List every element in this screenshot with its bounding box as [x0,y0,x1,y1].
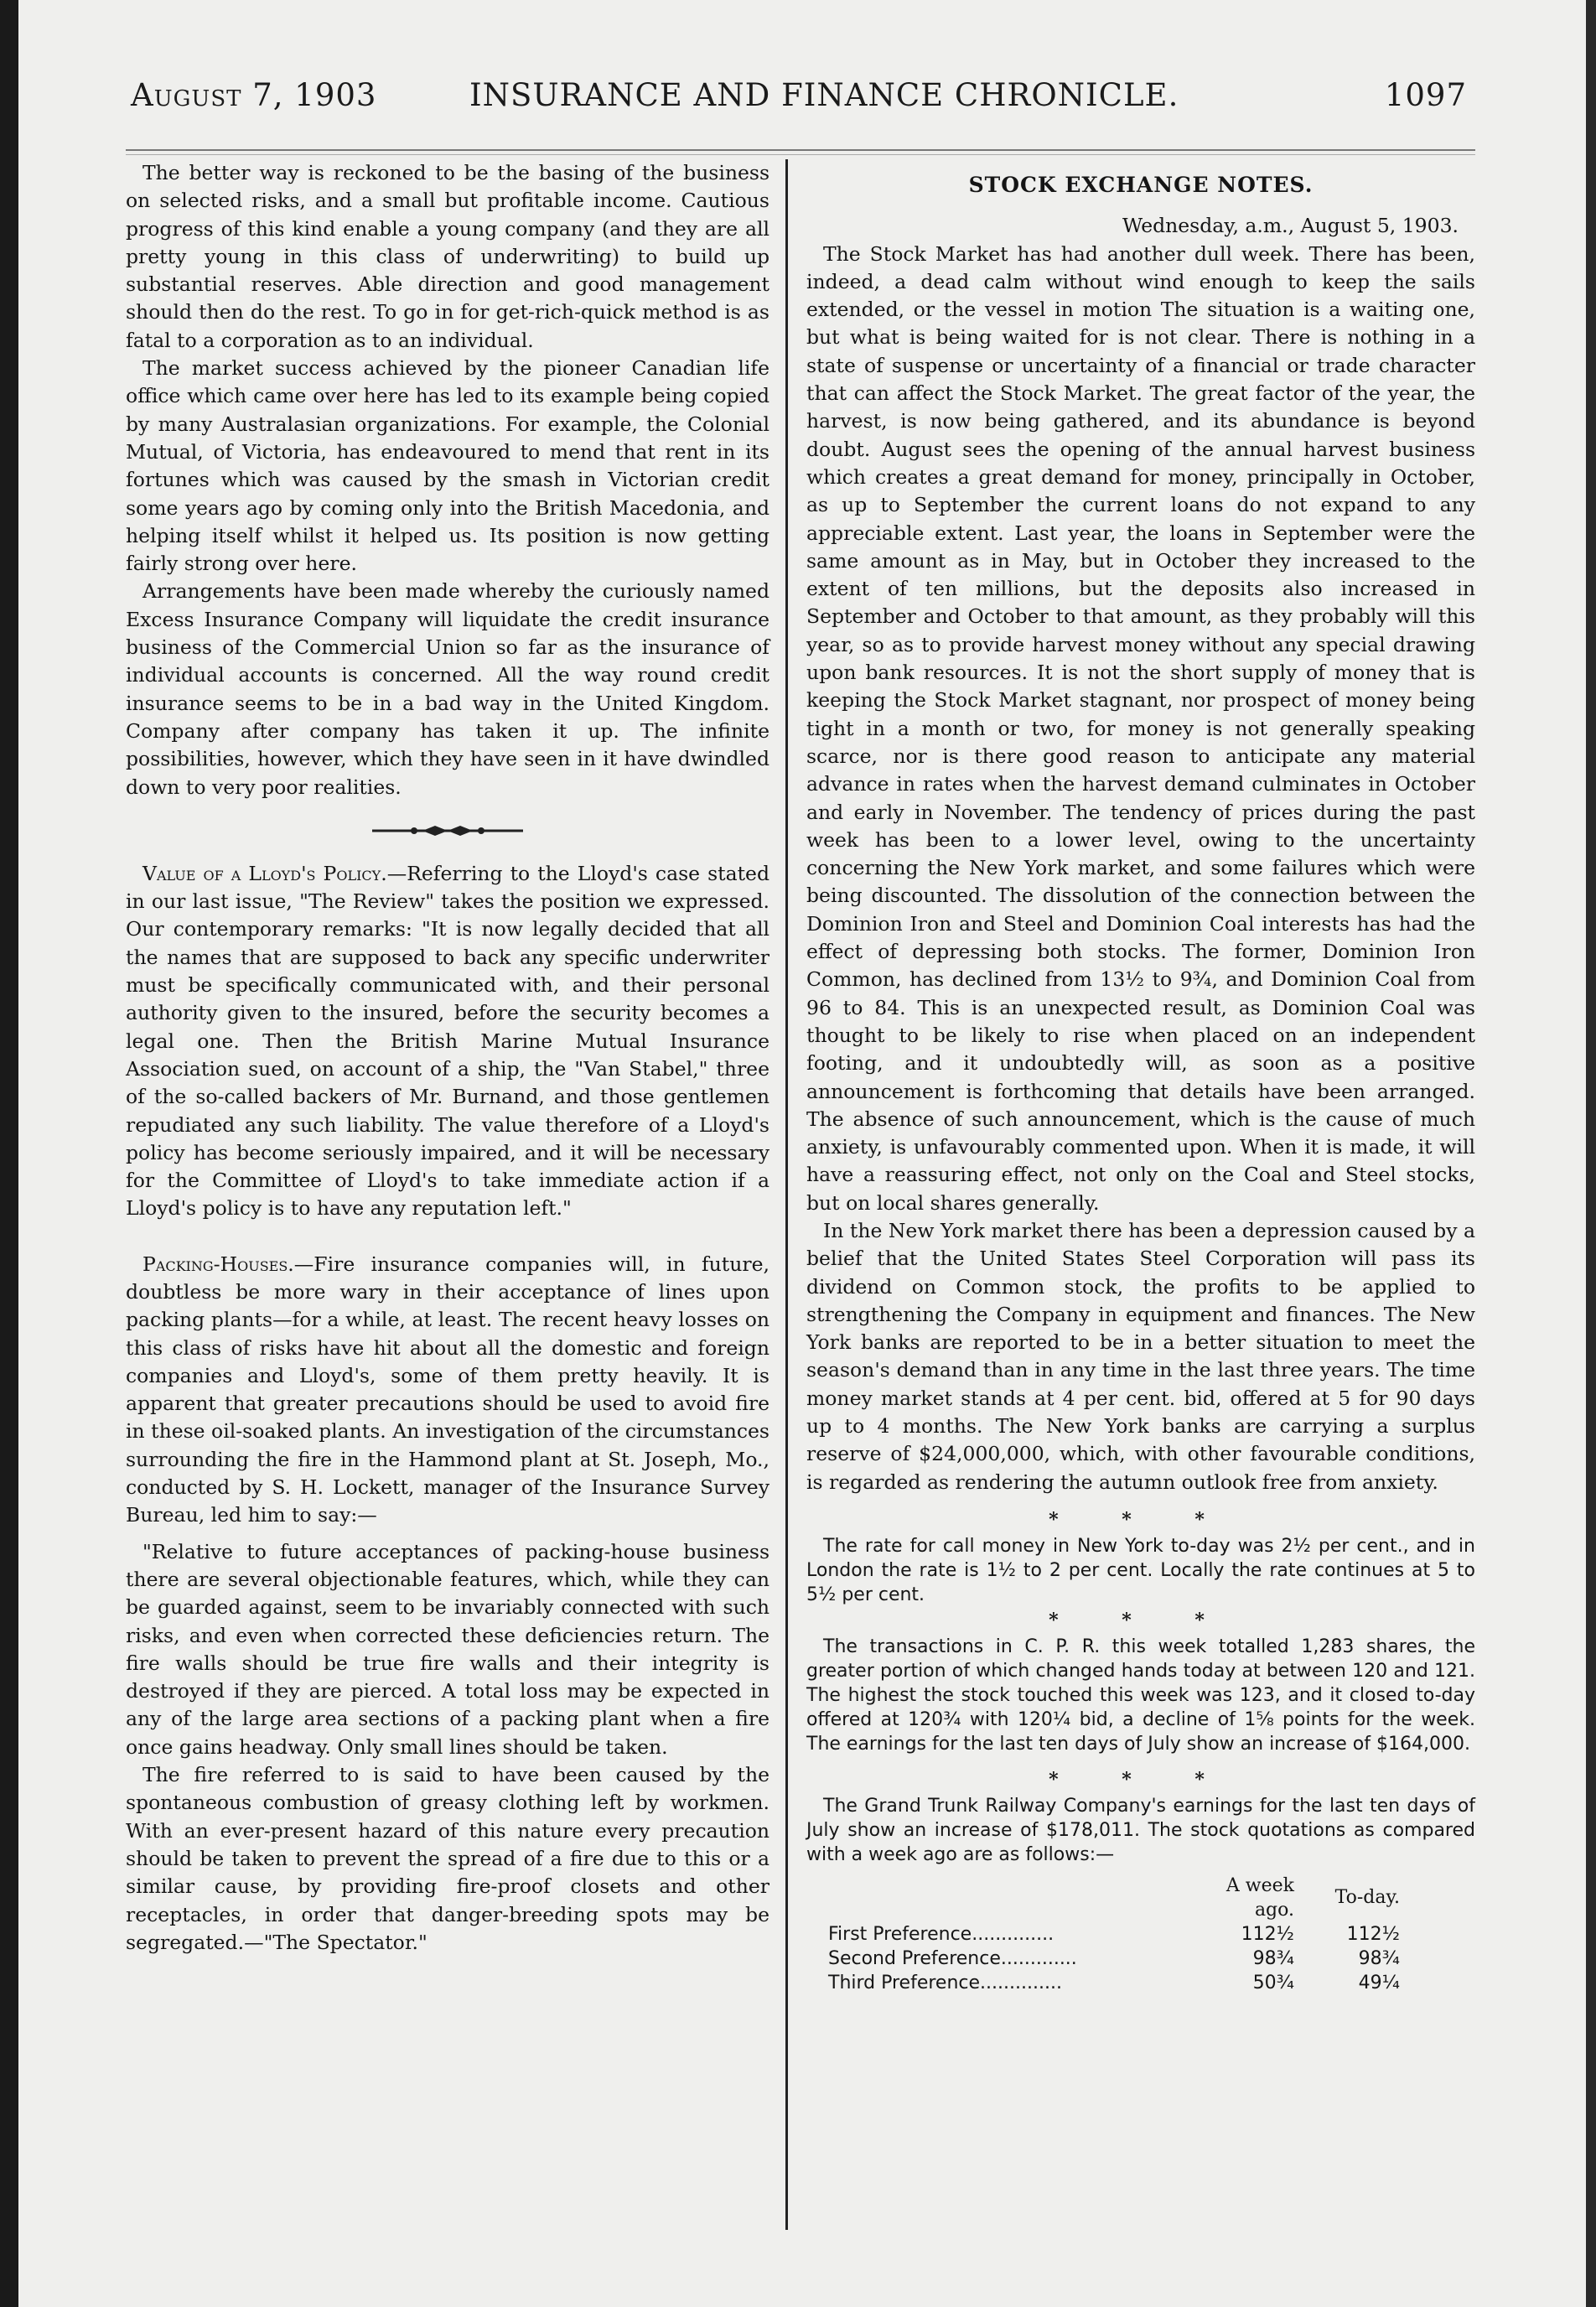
paragraph: The market success achieved by the pioneer Canadian life office which came over here has led to its example being copied by many Australasian organizations. For example, the Colonial Mutual, of Victoria, has endeavoured to mend that rent in its fortunes which was caused by the smash in Victorian credit some years ago by coming only into the British Macedonia, and helping itself whilst it helped us. Its position is now getting fairly strong over here. [126,356,770,576]
lloyds-lead: Value of a Lloyd's Policy. [142,861,387,885]
ornament-rule-icon [372,822,523,839]
table-row [821,1922,1407,1947]
section-ornament [126,801,770,860]
separator-stars: * * * [1049,1508,1233,1531]
row-today: 49¼ [1358,1972,1400,1993]
row-label: Second Preference............. [828,1947,1077,1969]
separator-stars: * * * [1049,1609,1233,1631]
packing-paragraph [126,1251,770,1530]
left-column [126,159,770,1957]
table-header-row [821,1874,1407,1922]
paragraph: Arrangements have been made whereby the curiously named Excess Insurance Company will liquidate the credit insurance business of the Commercial Union so far as the insurance of individual accounts is concerned. All the way round credit insurance seems to be in a bad way in the United Kingdom. Company after company has taken it up. The infinite possibilities, however, which they have seen in it have dwindled down to very poor realities. [126,579,770,799]
row-today: 112½ [1346,1923,1400,1945]
header-rule-thin [126,154,1475,155]
paragraph: The better way is reckoned to be the basing of the business on selected risks, and a small but profitable income. Cautious progress of this kind enable a young company (and they are all pretty young in this class of underwriting) to build up substantial reserves. Able direction and good management should then do the rest. To go in for get-rich-quick method is as fatal to a corporation as to an individual. [126,161,770,352]
cpr-note: The transactions in C. P. R. this week totalled 1,283 shares, the greater portion of which changed hands today at between 120 and 121. The highest the stock touched this week was 123, and it closed to-day offered at 120¾ with 120¼ bid, a decline of 1⅝ points for the week. The earnings for the last ten days of July show an increase of $164,000. [806,1636,1475,1755]
grand-trunk-note: The Grand Trunk Railway Company's earnings for the last ten days of July show an increase of $178,011. The stock quotations as compared with a week ago are as follows:— [806,1795,1475,1865]
column-divider [785,159,788,2230]
paragraph: The Stock Market has had another dull week. There has been, indeed, a dead calm without wind enough to keep the sails extended, or the vessel in motion The situation is a waiting one, but what is being waited for is not clear. There is nothing in a state of suspense or uncertainty of a financial or trade character that can affect the Stock Market. The great factor of the year, the harvest, is now being gathered, and its abundance is beyond doubt. August sees the opening of the annual harvest business which creates a great demand for money, principally in October, as up to September the current loans do not expand to any appreciable extent. Last year, the loans in September were the same amount as in May, but in October they increased to the extent of ten millions, but the deposits also increased in September and October to that amount, as they probably will this year, so as to provide harvest money without any special drawing upon bank resources. It is not the short supply of money that is keeping the Stock Market stagnant, nor prospect of money being tight in a month or two, for money is not generally speaking scarce, nor is there good reason to anticipate any material advance in rates when the harvest demand culminates in October and early in November. The tendency of prices during the past week has been to a lower level, owing to the uncertainty concerning the New York market, and some failures which were being discounted. The dissolution of the connection between the Dominion Iron and Steel and Dominion Coal interests has had the effect of depressing both stocks. The former, Dominion Iron Common, has declined from 13½ to 9¾, and Dominion Coal from 96 to 84. This is an unexpected result, as Dominion Coal was thought to be likely to rise when placed on an independent footing, and it undoubtedly will, as soon as a positive announcement is forthcoming that details have been arranged. The absence of such announcement, which is the cause of much anxiety, is unfavourably commented upon. When it is made, it will have a reassuring effect, not only on the Coal and Steel stocks, but on local shares generally. [806,241,1475,1215]
table-row [821,1947,1407,1971]
header-date: August 7, 1903 [131,77,377,113]
row-label: First Preference.............. [828,1923,1054,1945]
header-page-number: 1097 [1384,77,1467,113]
section-heading: STOCK EXCHANGE NOTES. [968,173,1314,197]
packing-lead: Packing-Houses. [142,1252,294,1276]
dateline: Wednesday, a.m., August 5, 1903. [1122,214,1459,238]
quotes-table [821,1874,1407,1995]
quote-paragraph: "Relative to future acceptances of packing-house business there are several objectionable features, which, while they can be guarded against, seem to be invariably connected with such risks, and even when corrected these deficiencies return. The fire walls should be true fire walls and their integrity is destroyed if they are pierced. A total loss may be expected in any of the large area sections of a packing plant when a fire once gains headway. Only small lines should be taken. [126,1539,770,1759]
packing-text: —Fire insurance companies will, in future, doubtless be more wary in their acceptance of lines upon packing plants—for a while, at least. The recent heavy losses on this class of risks have hit about all the domestic and foreign companies and Lloyd's, some of them pretty heavily. It is apparent that greater precautions should be used to avoid fire in these oil-soaked plants. An investigation of the circumstances surrounding the fire in the Hammond plant at St. Joseph, Mo., conducted by S. H. Lockett, manager of the Insurance Survey Bureau, led him to say:— [126,1252,770,1527]
closing-paragraph: The fire referred to is said to have been caused by the spontaneous combustion of greasy clothing left by workmen. With an ever-present hazard of this nature every precaution should be taken to prevent the spread of a fire due to this or a similar cause, by providing fire-proof closets and other receptacles, in order that danger-breeding spots may be segregated.—"The Spectator." [126,1763,770,1954]
scan-edge-right [1586,0,1596,2307]
scan-edge-left [0,0,18,2307]
table-header: A week ago. [1226,1874,1294,1921]
header-title: INSURANCE AND FINANCE CHRONICLE. [469,77,1179,113]
lloyds-paragraph [126,860,770,1223]
call-money-note: The rate for call money in New York to-day was 2½ per cent., and in London the rate is 1½ to 2 per cent. Locally the rate continues at 5 to 5½ per cent. [806,1535,1475,1605]
lloyds-text: —Referring to the Lloyd's case stated in our last issue, "The Review" takes the position we expressed. Our contemporary remarks: "It is now legally decided that all the names that are supposed to back any specific underwriter must be specifically communicated with, and their personal authority given to the insured, before the security becomes a legal one. Then the British Marine Mutual Insurance Association sued, on account of a ship, the "Van Stabel," three of the so-called backers of Mr. Burnand, and those gentlemen repudiated any such liability. The value therefore of a Lloyd's policy has become seriously impaired, and it will be necessary for the Committee of Lloyd's to take immediate action if a Lloyd's policy is to have any reputation left." [126,861,770,1221]
right-column [806,159,1475,1995]
row-label: Third Preference.............. [828,1972,1062,1993]
row-week-ago: 112½ [1241,1923,1294,1945]
page-header [126,77,1467,127]
row-today: 98¾ [1358,1947,1400,1969]
table-header: To-day. [1334,1887,1400,1909]
table-header [821,1874,1195,1922]
separator-stars: * * * [1049,1768,1233,1791]
table-row [821,1971,1407,1995]
header-rule [126,149,1475,151]
row-week-ago: 50¾ [1252,1972,1294,1993]
row-week-ago: 98¾ [1252,1947,1294,1969]
paragraph: In the New York market there has been a depression caused by a belief that the United States Steel Corporation will pass its dividend on Common stock, the profits to be applied to strengthening the Company in equipment and finances. The New York banks are reported to be in a better situation to meet the season's demand than in any time in the last three years. The time money market stands at 4 per cent. bid, offered at 5 for 90 days up to 4 months. The New York banks are carrying a surplus reserve of $24,000,000, which, with other favourable conditions, is regarded as rendering the autumn outlook free from anxiety. [806,1218,1475,1494]
